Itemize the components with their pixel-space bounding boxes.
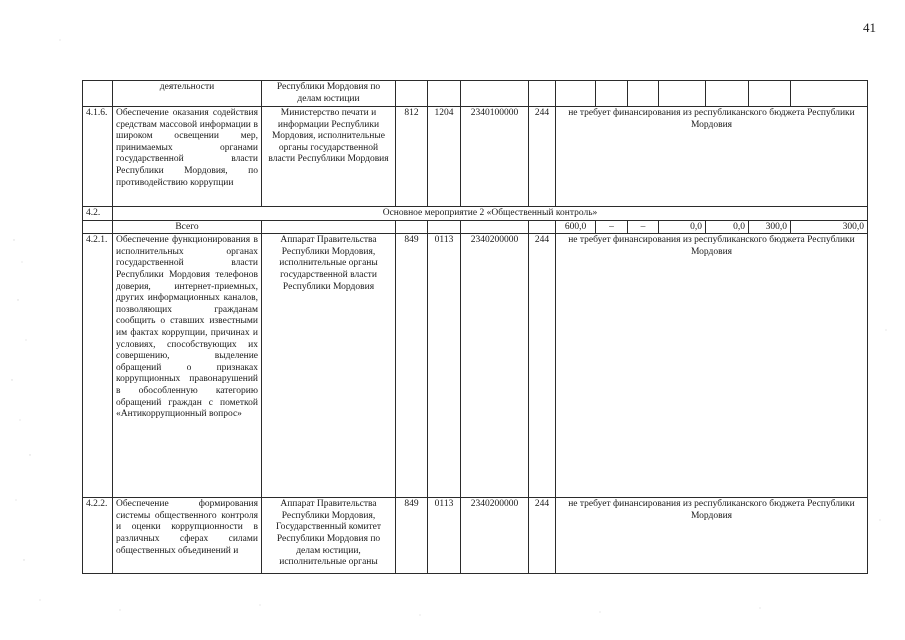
program-measures-table: [82, 80, 868, 574]
executor: Аппарат Правительства Республики Мордовия, Государственный комитет Республики Мордовия по делам юстиции, исполнительные органы: [262, 498, 396, 574]
csr-code: 2340200000: [461, 498, 529, 574]
table-row: [83, 107, 868, 207]
measure-name: Обеспечение функционирования в исполнительных органах государственной власти Республики Мордовия телефонов доверия, интернет-приемных, других информационных каналов, позволяющих гражданам сообщить о ставших известными им фактах коррупции, причинах и условиях, способствующих их совершению, выделение обращений о признаках коррупционных правонарушений в обособленную категорию обращений граждан с пометкой «Антикоррупционный вопрос»: [113, 234, 262, 498]
csr-code: 2340200000: [461, 234, 529, 498]
grbs-code: 812: [396, 107, 428, 207]
total-row: [83, 220, 868, 234]
table-row: [83, 81, 868, 107]
total-label: Всего: [113, 220, 262, 234]
total-year-2: –: [628, 220, 659, 234]
vr-code: 244: [529, 498, 556, 574]
rzpr-code: 1204: [428, 107, 461, 207]
measure-name: Обеспечение оказания содействия средствам массовой информации в широком освещении мер, принимаемых органами государственной власти Республики Мордовия, по противодействию коррупции: [113, 107, 262, 207]
grbs-code: 849: [396, 498, 428, 574]
vr-code: 244: [529, 107, 556, 207]
vr-code: 244: [529, 234, 556, 498]
row-number: 4.2.2.: [83, 498, 113, 574]
main-event-title: Основное мероприятие 2 «Общественный контроль»: [113, 207, 868, 221]
funding-note: не требует финансирования из республиканского бюджета Республики Мордовия: [556, 107, 868, 207]
executor: Аппарат Правительства Республики Мордовия, исполнительные органы государственной власти Республики Мордовия: [262, 234, 396, 498]
row-number: 4.2.1.: [83, 234, 113, 498]
total-year-1: –: [596, 220, 628, 234]
row-number: 4.1.6.: [83, 107, 113, 207]
measure-name: Обеспечение формирования системы общественного контроля и оценки коррупционности в различных сферах силами общественных объединений и: [113, 498, 262, 574]
rzpr-code: 0113: [428, 234, 461, 498]
total-sum: 600,0: [556, 220, 596, 234]
executor: Республики Мордовия по делам юстиции: [262, 81, 396, 107]
grbs-code: 849: [396, 234, 428, 498]
funding-note: не требует финансирования из республиканского бюджета Республики Мордовия: [556, 498, 868, 574]
total-year-6: 300,0: [791, 220, 868, 234]
page-number: 41: [863, 20, 876, 35]
total-year-5: 300,0: [749, 220, 791, 234]
row-number: 4.2.: [83, 207, 113, 221]
row-number: [83, 81, 113, 107]
table-row: [83, 498, 868, 574]
csr-code: 2340100000: [461, 107, 529, 207]
measure-name: деятельности: [113, 81, 262, 107]
rzpr-code: 0113: [428, 498, 461, 574]
table-row: [83, 234, 868, 498]
total-year-3: 0,0: [659, 220, 706, 234]
executor: Министерство печати и информации Республики Мордовия, исполнительные органы государственной власти Республики Мордовия: [262, 107, 396, 207]
total-year-4: 0,0: [706, 220, 749, 234]
table-row: [83, 207, 868, 221]
funding-note: не требует финансирования из республиканского бюджета Республики Мордовия: [556, 234, 868, 498]
